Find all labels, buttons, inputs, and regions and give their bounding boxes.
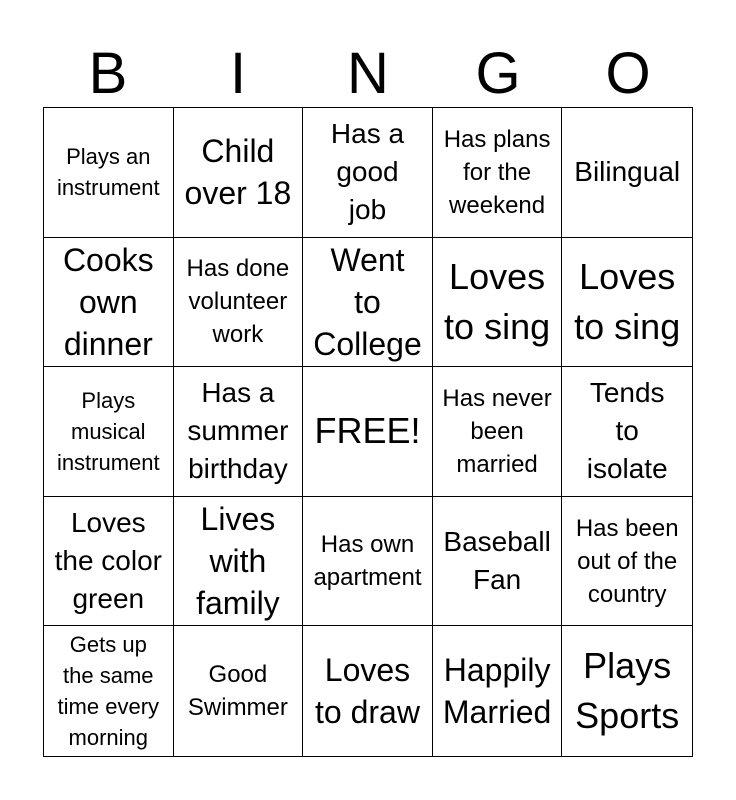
header-letter-o: O [605, 41, 651, 106]
cell-label: Plays Sports [575, 645, 680, 737]
cell-label: Loves to draw [315, 652, 420, 731]
header-letter-n: N [347, 41, 389, 106]
bingo-cell[interactable] [44, 108, 174, 238]
cell-label: Child over 18 [184, 133, 292, 212]
cell-label: Lives with family [196, 501, 280, 622]
bingo-cell[interactable] [433, 626, 563, 756]
cell-label: Good Swimmer [187, 661, 288, 722]
cell-label: Cooks own dinner [62, 241, 154, 362]
cell-label: Has plans for the weekend [443, 125, 551, 219]
cell-label: Bilingual [574, 156, 681, 188]
cell-label: Has a summer birthday [187, 377, 289, 485]
header-letter-b: B [88, 41, 128, 106]
cell-label: Loves to sing [444, 255, 551, 347]
bingo-cell[interactable] [44, 497, 174, 627]
cell-label: Loves to sing [574, 255, 681, 347]
cell-label: Went to College [313, 241, 422, 362]
bingo-cell[interactable] [433, 497, 563, 627]
bingo-cell[interactable] [562, 238, 692, 368]
bingo-cell[interactable] [562, 626, 692, 756]
cell-label: Happily Married [442, 652, 552, 731]
bingo-cell[interactable] [174, 367, 304, 497]
bingo-cell[interactable] [44, 367, 174, 497]
cell-label: Plays an instrument [56, 144, 160, 201]
cell-label: Baseball Fan [443, 526, 551, 596]
bingo-cell[interactable] [303, 626, 433, 756]
bingo-cell[interactable] [44, 626, 174, 756]
bingo-cell[interactable] [44, 238, 174, 368]
bingo-cell[interactable] [174, 497, 304, 627]
cell-label: Tends to isolate [586, 377, 668, 485]
bingo-cell[interactable] [303, 238, 433, 368]
cell-label: Has done volunteer work [186, 255, 290, 349]
bingo-card [43, 107, 693, 757]
cell-label: Has a good job [330, 118, 405, 226]
bingo-cell[interactable] [174, 238, 304, 368]
bingo-cell[interactable] [433, 238, 563, 368]
bingo-cell[interactable] [562, 367, 692, 497]
bingo-cell[interactable] [174, 108, 304, 238]
bingo-cell[interactable] [433, 108, 563, 238]
header-letter-i: I [229, 41, 247, 106]
cell-label: Has own apartment [313, 531, 422, 592]
header-letter-g: G [475, 41, 521, 106]
cell-label: Loves the color green [54, 507, 162, 615]
free-space[interactable] [303, 367, 433, 497]
bingo-cell[interactable] [562, 108, 692, 238]
cell-label: FREE! [314, 410, 421, 452]
bingo-header [43, 40, 693, 108]
bingo-cell[interactable] [303, 497, 433, 627]
bingo-cell[interactable] [562, 497, 692, 627]
bingo-cell[interactable] [174, 626, 304, 756]
bingo-cell[interactable] [303, 108, 433, 238]
cell-label: Plays musical instrument [56, 387, 160, 475]
cell-label: Has never been married [442, 384, 552, 478]
cell-label: Gets up the same time every morning [57, 632, 160, 751]
cell-label: Has been out of the country [575, 514, 679, 608]
bingo-cell[interactable] [433, 367, 563, 497]
